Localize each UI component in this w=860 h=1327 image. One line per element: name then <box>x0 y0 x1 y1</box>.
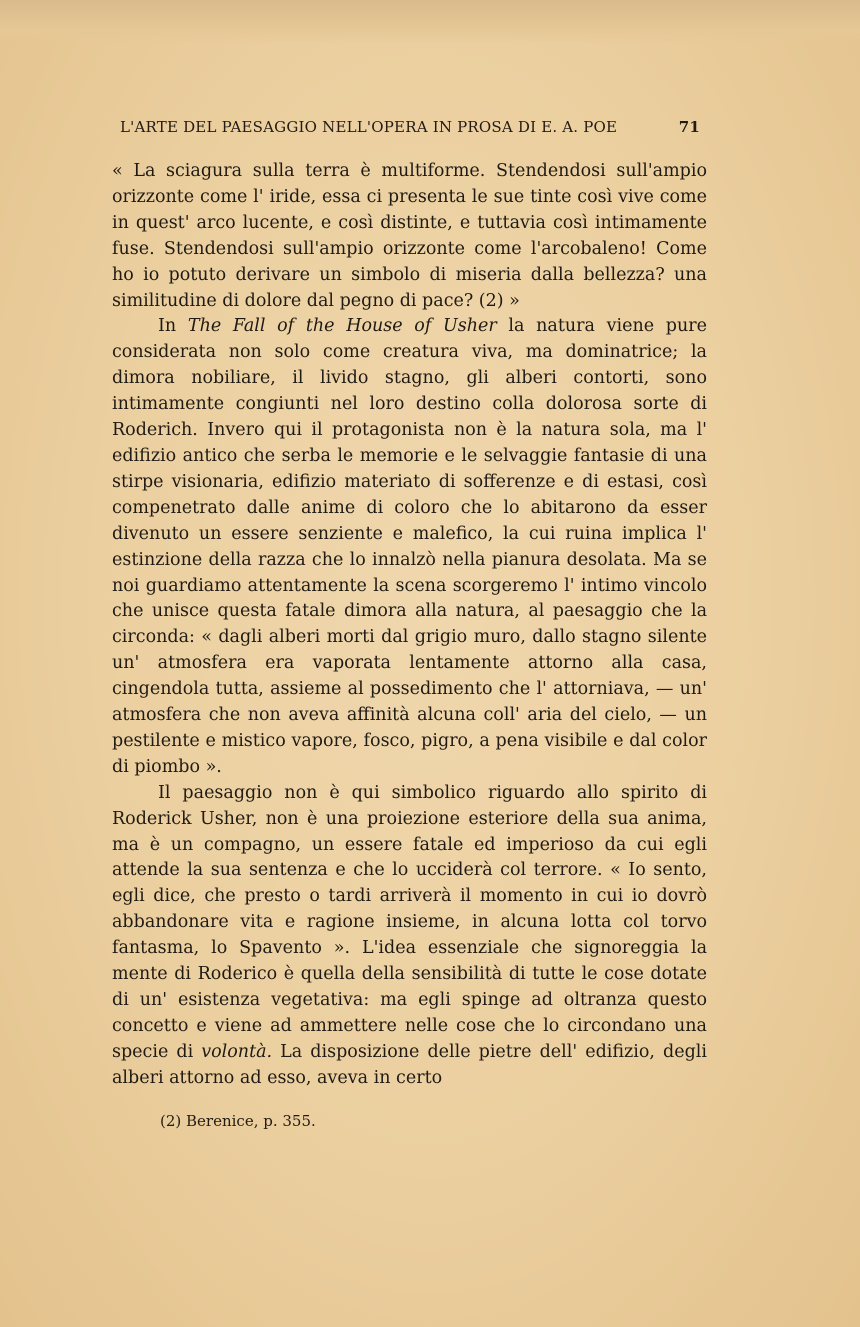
paragraph-landscape <box>112 781 707 1092</box>
running-head-title: L'ARTE DEL PAESAGGIO NELL'OPERA IN PROSA DI E. A. POE <box>120 118 618 136</box>
page-number: 71 <box>678 118 700 136</box>
paragraph-usher <box>112 314 707 780</box>
paragraph-usher-text: la natura viene pure considerata non solo come creatura viva, ma dominatrice; la dimora nobiliare, il livido stagno, gli alberi contorti, sono intimamente congiunti nel loro destino colla dolorosa sorte di Roderich. Invero qui il protagonista non è la natura sola, ma l' edifizio antico che serba le memorie e le selvaggie fantasie di una stirpe visionaria, edifizio materiato di sofferenze e di estasi, così compenetrato dalle anime di coloro che lo abitarono da esser divenuto un essere senziente e malefico, la cui ruina implica l' estinzione della razza che lo innalzò nella pianura desolata. Ma se noi guardiamo attentamente la scena scorgeremo l' intimo vincolo che unisce questa fatale dimora alla natura, al paesaggio che la circonda: « dagli alberi morti dal grigio muro, dallo stagno silente un' atmosfera era vaporata lentamente attorno alla casa, cingendola tutta, assieme al possedimento che l' attorniava, — un' atmosfera che non aveva affinità alcuna coll' aria del cielo, — un pestilente e mistico vapore, fosco, pigro, a pena visibile e dal color di piombo ». <box>112 316 707 777</box>
running-header <box>120 118 700 142</box>
main-text <box>112 159 707 1092</box>
book-title-italic: The Fall of the House of Usher <box>187 316 497 337</box>
footnote: (2) Berenice, p. 355. <box>160 1112 316 1130</box>
page-top-shadow <box>0 0 860 44</box>
italic-word: volontà. <box>201 1041 273 1062</box>
paragraph-landscape-text: Il paesaggio non è qui simbolico riguardo allo spirito di Roderick Usher, non è una proiezione esteriore della sua anima, ma è un compagno, un essere fatale ed imperioso da cui egli attende la sua sentenza e che lo ucciderà col terrore. « Io sento, egli dice, che presto o tardi arriverà il momento in cui io dovrò abbandonare vita e ragione insieme, in alcuna lotta col torvo fantasma, lo Spavento ». L'idea essenziale che signoreggia la mente di Roderico è quella della sensibilità di tutte le cose dotate di un' esistenza vegetativa: ma egli spinge ad oltranza questo concetto e viene ad ammettere nelle cose che lo circondano una specie di <box>112 782 707 1062</box>
paragraph-usher-intro: In <box>158 316 177 337</box>
paragraph-quote: « La sciagura sulla terra è multiforme. Stendendosi sull'ampio orizzonte come l' iride, essa ci presenta le sue tinte così vive come in quest' arco lucente, e così distinte, e tuttavia così intimamente fuse. Stendendosi sull'ampio orizzonte come l'arcobaleno! Come ho io potuto derivare un simbolo di miseria dalla bellezza? una similitudine di dolore dal pegno di pace? (2) » <box>112 161 707 311</box>
paragraph-landscape-end: La disposizione delle pietre dell' edifizio, degli alberi attorno ad esso, aveva in certo <box>112 1041 707 1088</box>
